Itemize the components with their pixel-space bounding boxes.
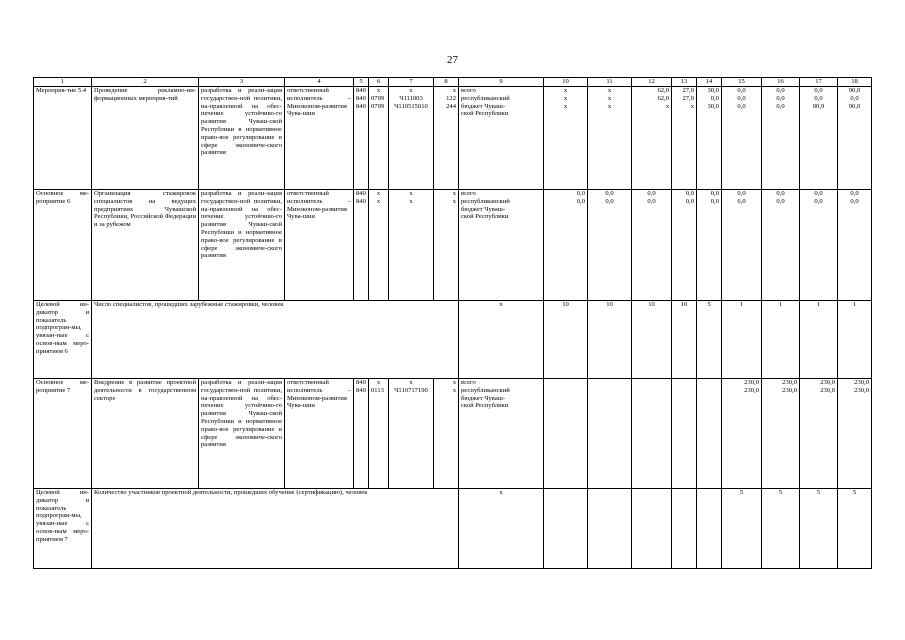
value-cell: 0,0 0,0 00,9 bbox=[800, 87, 838, 190]
value-cell bbox=[632, 379, 672, 489]
value-cell: x x x bbox=[588, 87, 632, 190]
indicator-value: 10 bbox=[632, 301, 672, 379]
value-cell: 90,0 0,0 90,0 bbox=[838, 87, 872, 190]
funding-source: всего республиканский бюджет Чуваш- ской Республики bbox=[459, 379, 544, 489]
indicator-value: 1 bbox=[838, 301, 872, 379]
header-cell: 3 bbox=[199, 78, 285, 87]
value-cell bbox=[588, 379, 632, 489]
budget-code-type: x 122 244 bbox=[434, 87, 459, 190]
indicator-text: Число специалистов, прошедших зарубежные стажировки, человек bbox=[92, 301, 459, 379]
value-cell bbox=[544, 379, 588, 489]
value-cell: 230,0 230,0 bbox=[800, 379, 838, 489]
page-number: 27 bbox=[447, 54, 458, 66]
value-cell: 0,0 0,0 bbox=[838, 190, 872, 301]
program-table bbox=[33, 77, 872, 569]
header-cell: 13 bbox=[672, 78, 697, 87]
header-cell: 12 bbox=[632, 78, 672, 87]
value-cell: 27,0 27,0 x bbox=[672, 87, 697, 190]
value-cell bbox=[672, 379, 697, 489]
value-cell: 0,0 0,0 bbox=[632, 190, 672, 301]
indicator-value bbox=[632, 489, 672, 569]
indicator-value bbox=[588, 489, 632, 569]
value-cell bbox=[697, 379, 722, 489]
indicator-value: 10 bbox=[672, 301, 697, 379]
header-cell: 10 bbox=[544, 78, 588, 87]
activity-name: Основное ме-роприятие 7 bbox=[34, 379, 92, 489]
value-cell: 0,0 0,0 bbox=[800, 190, 838, 301]
budget-code-section: x 0113 bbox=[369, 379, 389, 489]
activity-executor: ответственный исполнитель – Минэконом-развития Чува-шии bbox=[285, 379, 354, 489]
table-row-indicator-7 bbox=[34, 489, 872, 569]
indicator-value: 5 bbox=[762, 489, 800, 569]
activity-executor: ответственный исполнитель – Минэконом-развития Чува-шии bbox=[285, 190, 354, 301]
budget-code-type: x x bbox=[434, 190, 459, 301]
indicator-value: 5 bbox=[722, 489, 762, 569]
activity-goal: разработка и реали-зация государствен-ной политики, на-правленной на обес-печение устойчиво-го развития Чуваш-ской Республики и нормативное право-вое регулирование в сфере экономиче-ского развития bbox=[199, 190, 285, 301]
indicator-value bbox=[697, 489, 722, 569]
indicator-value: 5 bbox=[800, 489, 838, 569]
indicator-value: 5 bbox=[838, 489, 872, 569]
header-cell: 5 bbox=[354, 78, 369, 87]
indicator-value bbox=[544, 489, 588, 569]
budget-code-grbs: 840 840 840 bbox=[354, 87, 369, 190]
indicator-value: 10 bbox=[544, 301, 588, 379]
activity-goal: разработка и реали-зация государствен-ной политики, на-правленной на обес-печение устойчиво-го развития Чуваш-ской Республики в нормативное право-вое регулирование в сфере экономиче-ского развития bbox=[199, 87, 285, 190]
value-cell: 230,0 230,0 bbox=[838, 379, 872, 489]
header-cell: 8 bbox=[434, 78, 459, 87]
activity-title: Проведение рекламно-ин-формационных мероприя-тий bbox=[92, 87, 199, 190]
header-cell: 11 bbox=[588, 78, 632, 87]
budget-code-grbs: 840 840 bbox=[354, 379, 369, 489]
table-row-indicator-6 bbox=[34, 301, 872, 379]
funding-source: всего республиканский бюджет Чуваш- ской Республики bbox=[459, 87, 544, 190]
table-row-activity-5-4 bbox=[34, 87, 872, 190]
header-cell: 18 bbox=[838, 78, 872, 87]
activity-goal: разработка и реали-зация государствен-ной политики, на-правленной на обес-печение устойчиво-го развития Чуваш-ской Республики и нормативное право-вое регулирование в сфере экономиче-ского развития bbox=[199, 379, 285, 489]
funding-source: всего республиканский бюджет Чуваш- ской Республики bbox=[459, 190, 544, 301]
header-row bbox=[34, 78, 872, 87]
budget-code-article: x Ч111003 Ч110515010 bbox=[389, 87, 434, 190]
budget-code-article: x Ч110717190 bbox=[389, 379, 434, 489]
header-cell: 6 bbox=[369, 78, 389, 87]
header-cell: 17 bbox=[800, 78, 838, 87]
value-cell: 230,0 230,0 bbox=[722, 379, 762, 489]
value-cell: 230,0 230,0 bbox=[762, 379, 800, 489]
table-row-main-activity-6 bbox=[34, 190, 872, 301]
budget-code-section: x x bbox=[369, 190, 389, 301]
table-row-main-activity-7 bbox=[34, 379, 872, 489]
header-cell: 1 bbox=[34, 78, 92, 87]
budget-code-article: x x bbox=[389, 190, 434, 301]
indicator-name: Целевой ин-дикатор и показатель подпрограм-мы, увязан-ные с основ-ным меро-приятием 7 bbox=[34, 489, 92, 569]
header-cell: 7 bbox=[389, 78, 434, 87]
value-cell: 0,0 0,0 bbox=[697, 190, 722, 301]
activity-executor: ответственный исполнитель – Минэконом-развития Чува-шии bbox=[285, 87, 354, 190]
header-cell: 9 bbox=[459, 78, 544, 87]
indicator-value: 5 bbox=[697, 301, 722, 379]
activity-title: Организация стажировок специалистов на ведущих предприятиях Чувашской Республики, Российской Федерации и за рубежом bbox=[92, 190, 199, 301]
indicator-source: x bbox=[459, 489, 544, 569]
indicator-value: 1 bbox=[800, 301, 838, 379]
activity-name: Основное ме-роприятие 6 bbox=[34, 190, 92, 301]
indicator-text: Количество участников проектной деятельности, прошедших обучение (сертификацию), человек bbox=[92, 489, 459, 569]
value-cell: 0,0 0,0 bbox=[762, 190, 800, 301]
value-cell: x x x bbox=[544, 87, 588, 190]
header-cell: 2 bbox=[92, 78, 199, 87]
indicator-value: 10 bbox=[588, 301, 632, 379]
value-cell: 0,0 0,0 bbox=[588, 190, 632, 301]
value-cell: 30,0 0,0 30,0 bbox=[697, 87, 722, 190]
budget-code-section: x 0709 0709 bbox=[369, 87, 389, 190]
header-cell: 14 bbox=[697, 78, 722, 87]
value-cell: 0,0 0,0 0,0 bbox=[722, 87, 762, 190]
value-cell: 0,0 0,0 bbox=[544, 190, 588, 301]
budget-code-grbs: 840 840 bbox=[354, 190, 369, 301]
activity-title: Внедрение в развитие проектной деятельности в государственном секторе bbox=[92, 379, 199, 489]
indicator-value: 1 bbox=[722, 301, 762, 379]
header-cell: 4 bbox=[285, 78, 354, 87]
value-cell: 0,0 6,0 bbox=[722, 190, 762, 301]
header-cell: 16 bbox=[762, 78, 800, 87]
activity-name: Мероприя-тие 5.4 bbox=[34, 87, 92, 190]
indicator-value bbox=[672, 489, 697, 569]
value-cell: 0,0 0,0 bbox=[672, 190, 697, 301]
indicator-value: 1 bbox=[762, 301, 800, 379]
value-cell: 0,0 0,0 0,0 bbox=[762, 87, 800, 190]
budget-code-type: x x bbox=[434, 379, 459, 489]
indicator-name: Целевой ин-дикатор и показатель подпрограм-мы, увязан-ные с основ-ным меро-приятием 6 bbox=[34, 301, 92, 379]
indicator-source: x bbox=[459, 301, 544, 379]
value-cell: 62,0 62,0 x bbox=[632, 87, 672, 190]
header-cell: 15 bbox=[722, 78, 762, 87]
